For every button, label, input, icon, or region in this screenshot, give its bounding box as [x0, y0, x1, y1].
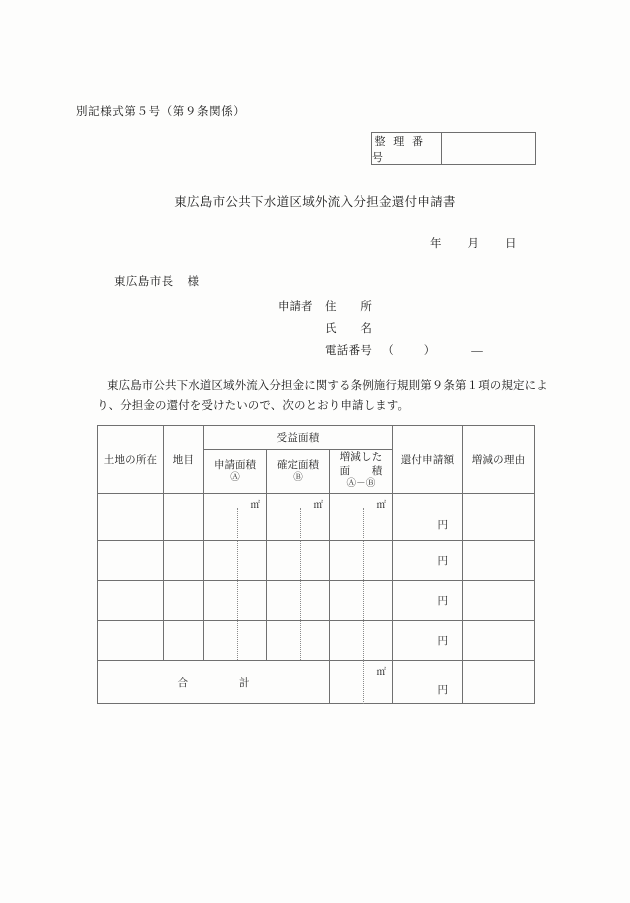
applicant-address-row — [278, 296, 483, 318]
applicant-name-label: 氏 名 — [325, 323, 373, 335]
cell-change-reason[interactable] — [463, 541, 535, 581]
date-day-label: 日 — [505, 238, 517, 250]
cell-location[interactable] — [98, 541, 164, 581]
decimal-divider — [300, 541, 301, 580]
header-change-reason: 増減の理由 — [463, 426, 535, 494]
cell-refund-amount[interactable] — [393, 494, 463, 541]
cell-changed-area[interactable] — [330, 621, 393, 661]
total-change-reason[interactable] — [463, 661, 535, 704]
table-row — [98, 494, 535, 541]
page-title: 東広島市公共下水道区域外流入分担金還付申請書 — [174, 195, 456, 209]
cell-confirmed-area[interactable] — [267, 581, 330, 621]
header-applied-area-text: 申請面積 — [214, 459, 256, 471]
decimal-divider — [300, 508, 301, 538]
addressee — [114, 273, 199, 289]
decimal-divider — [237, 581, 238, 620]
cell-confirmed-area[interactable] — [267, 541, 330, 581]
cell-change-reason[interactable] — [463, 621, 535, 661]
decimal-divider — [363, 621, 364, 660]
table-header-row-1 — [98, 426, 535, 450]
cell-changed-area[interactable] — [330, 494, 393, 541]
addressee-name: 東広島市長 — [114, 276, 174, 288]
tel-open-paren: （ — [382, 345, 424, 357]
cell-land-category[interactable] — [164, 581, 204, 621]
cell-applied-area[interactable] — [204, 581, 267, 621]
header-confirmed-area-text: 確定面積 — [277, 459, 319, 471]
cell-applied-area[interactable] — [204, 621, 267, 661]
cell-location[interactable] — [98, 494, 164, 541]
header-changed-area-line2: 面 積 — [339, 465, 383, 477]
cell-refund-amount[interactable] — [393, 581, 463, 621]
header-confirmed-area — [267, 450, 330, 494]
header-changed-area-line1: 増減した — [339, 452, 383, 464]
table-row — [98, 541, 535, 581]
applicant-name-row — [278, 318, 483, 340]
unit-currency-label: 円 — [437, 684, 449, 696]
cell-land-category[interactable] — [164, 621, 204, 661]
cell-changed-area[interactable] — [330, 541, 393, 581]
header-refund-amount: 還付申請額 — [393, 426, 463, 494]
applicant-address-label: 住 所 — [325, 301, 373, 313]
cell-refund-amount[interactable] — [393, 621, 463, 661]
cell-land-category[interactable] — [164, 541, 204, 581]
cell-location[interactable] — [98, 581, 164, 621]
date-month-label: 月 — [467, 238, 479, 250]
decimal-divider — [300, 621, 301, 660]
applicant-block — [278, 296, 483, 362]
header-land-category: 地目 — [164, 426, 204, 494]
control-number-label: 整 理 番 号 — [372, 133, 442, 164]
body-paragraph — [97, 376, 548, 416]
application-table — [97, 425, 535, 704]
form-number: 別記様式第５号（第９条関係） — [76, 106, 246, 118]
cell-refund-amount[interactable] — [393, 541, 463, 581]
header-benefit-area-group: 受益面積 — [204, 426, 393, 450]
unit-currency-label: 円 — [437, 636, 449, 647]
addressee-honorific: 様 — [187, 276, 200, 288]
unit-area-label: ㎡ — [376, 668, 387, 678]
date-year-label: 年 — [430, 238, 442, 250]
cell-applied-area[interactable] — [204, 541, 267, 581]
applicant-tel-row — [278, 340, 483, 362]
header-applied-area — [204, 450, 267, 494]
cell-location[interactable] — [98, 621, 164, 661]
decimal-divider — [237, 541, 238, 580]
cell-change-reason[interactable] — [463, 494, 535, 541]
cell-change-reason[interactable] — [463, 581, 535, 621]
header-location: 土地の所在 — [98, 426, 164, 494]
unit-area-label: ㎡ — [250, 501, 260, 511]
table-total-row — [98, 661, 535, 704]
application-table-wrapper — [97, 425, 534, 704]
body-line-1: 東広島市公共下水道区域外流入分担金に関する条例施行規則第９条第１項の規定によ — [107, 380, 548, 392]
control-number-value[interactable] — [442, 133, 535, 164]
tel-close-paren: ） — [423, 345, 436, 357]
cell-confirmed-area[interactable] — [267, 621, 330, 661]
unit-currency-label: 円 — [437, 556, 449, 567]
total-changed-area[interactable] — [330, 661, 393, 704]
body-line-2: り、分担金の還付を受けたいので、次のとおり申請します。 — [97, 400, 410, 412]
applicant-tel-label: 電話番号 — [325, 345, 373, 357]
decimal-divider — [363, 508, 364, 538]
unit-currency-label: 円 — [437, 596, 449, 607]
header-applied-area-mark: Ⓐ — [230, 472, 240, 483]
unit-area-label: ㎡ — [376, 501, 387, 511]
control-number-box — [371, 132, 536, 165]
cell-changed-area[interactable] — [330, 581, 393, 621]
tel-dash: ― — [471, 345, 483, 357]
total-refund-amount[interactable] — [393, 661, 463, 704]
table-row — [98, 621, 535, 661]
decimal-divider — [237, 508, 238, 538]
decimal-divider — [363, 581, 364, 620]
unit-area-label: ㎡ — [313, 501, 323, 511]
table-row — [98, 581, 535, 621]
cell-land-category[interactable] — [164, 494, 204, 541]
unit-currency-label: 円 — [437, 519, 449, 531]
decimal-divider — [363, 541, 364, 580]
header-confirmed-area-mark: Ⓑ — [293, 472, 303, 483]
decimal-divider — [300, 581, 301, 620]
header-changed-area — [330, 450, 393, 494]
decimal-divider — [237, 621, 238, 660]
header-changed-area-mark: Ⓐ－Ⓑ — [346, 479, 376, 490]
applicant-lead-label: 申請者 — [278, 301, 313, 313]
total-label: 合 計 — [98, 661, 330, 704]
cell-confirmed-area[interactable] — [267, 494, 330, 541]
decimal-divider — [363, 660, 364, 704]
date-line — [430, 235, 517, 251]
cell-applied-area[interactable] — [204, 494, 267, 541]
